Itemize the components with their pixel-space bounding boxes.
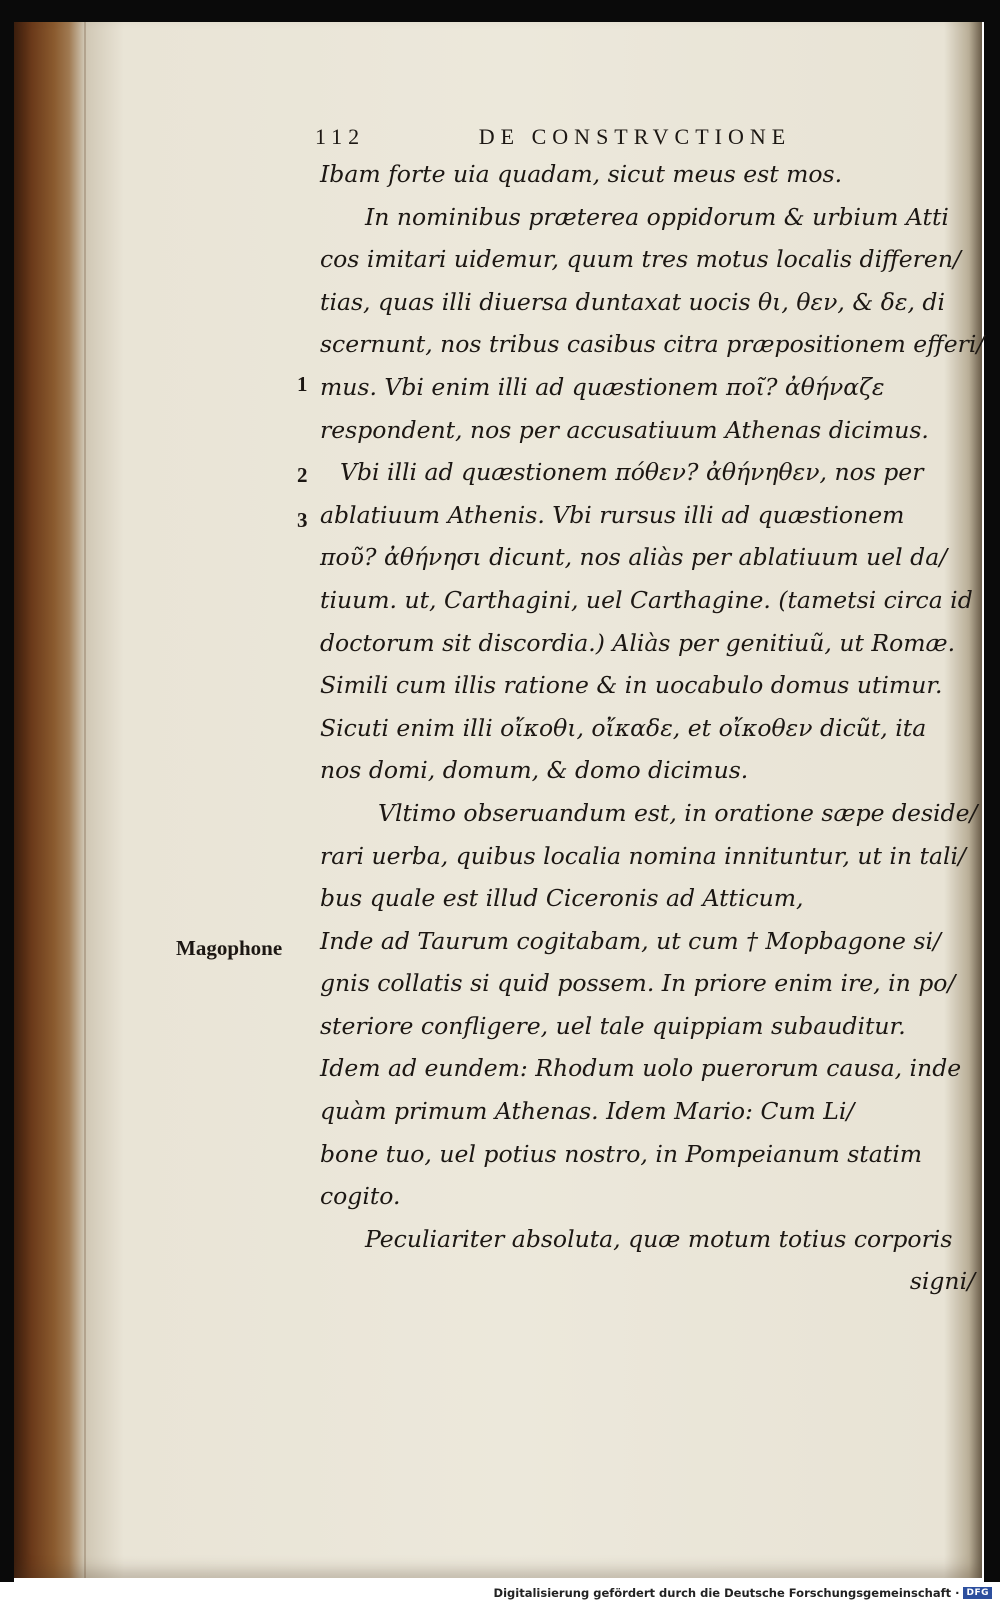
text-line: tias, quas illi diuersa duntaxat uocis θι, θεν, & δε, di: [320, 287, 945, 316]
text-line: nos domi, domum, & domo dicimus.: [320, 756, 749, 785]
text-line: In nominibus præterea oppidorum & urbium Atti: [365, 202, 949, 231]
text-line: bus quale est illud Ciceronis ad Atticum,: [320, 884, 804, 913]
text-block: [320, 153, 985, 1303]
margin-note-magophone: Magophone: [176, 936, 283, 960]
text-line: respondent, nos per accusatiuum Athenas dicimus.: [320, 415, 929, 444]
text-line: Vbi illi ad quæstionem πόθεν? ἀθήνηθεν, nos per: [340, 458, 924, 487]
running-head: [315, 120, 835, 154]
text-line: Vltimo obseruandum est, in oratione sæpe deside/: [378, 798, 978, 827]
text-line: steriore confligere, uel tale quippiam subauditur.: [320, 1011, 906, 1040]
page-gutter: [84, 22, 86, 1578]
text-line: mus. Vbi enim illi ad quæstionem ποῖ? ἀθήναζε: [320, 372, 885, 401]
text-line: quàm primum Athenas. Idem Mario: Cum Li/: [320, 1097, 855, 1126]
text-line: cogito.: [320, 1182, 401, 1211]
margin-note-3: 3: [297, 508, 308, 532]
text-line: ablatiuum Athenis. Vbi rursus illi ad quæstionem: [320, 500, 905, 529]
page-number: 112: [315, 124, 366, 149]
margin-note-1: 1: [297, 372, 308, 396]
text-line: rari uerba, quibus localia nomina innituntur, ut in tali/: [320, 841, 966, 870]
text-line: ποῦ? ἀθήνησι dicunt, nos aliàs per ablatiuum uel da/: [320, 543, 948, 572]
text-line: Simili cum illis ratione & in uocabulo domus utimur.: [320, 671, 943, 700]
text-line: Ibam forte uia quadam, sicut meus est mos.: [320, 160, 843, 188]
text-line: gnis collatis si quid possem. In priore enim ire, in po/: [320, 969, 956, 998]
margin-note-2: 2: [297, 463, 308, 487]
running-title: DE CONSTRVCTIONE: [478, 124, 792, 149]
text-line: tiuum. ut, Carthagini, uel Carthagine. (tametsi circa id: [320, 585, 973, 614]
text-line: bone tuo, uel potius nostro, in Pompeianum statim: [320, 1139, 922, 1168]
text-line: Inde ad Taurum cogitabam, ut cum † Mopbagone si/: [320, 926, 941, 955]
text-line: cos imitari uidemur, quum tres motus localis differen/: [320, 245, 961, 274]
dfg-logo-icon: DFG: [963, 1587, 992, 1599]
digitization-credit: [494, 1586, 992, 1600]
text-line: doctorum sit discordia.) Aliàs per genitiuũ, ut Romæ.: [320, 628, 956, 657]
catchword: signi/: [909, 1267, 975, 1296]
text-line: Idem ad eundem: Rhodum uolo puerorum causa, inde: [320, 1054, 962, 1083]
text-line: scernunt, nos tribus casibus citra præpositionem efferi/: [320, 330, 985, 359]
credit-text: Digitalisierung gefördert durch die Deutsche Forschungsgemeinschaft ·: [493, 1586, 960, 1600]
text-line: Sicuti enim illi οἴκοθι, οἴκαδε, et οἴκοθεν dicũt, ita: [320, 713, 927, 742]
top-border: [0, 0, 1000, 22]
left-border: [0, 0, 14, 1604]
text-line: Peculiariter absoluta, quæ motum totius corporis: [365, 1224, 953, 1253]
right-border: [984, 0, 1000, 1604]
